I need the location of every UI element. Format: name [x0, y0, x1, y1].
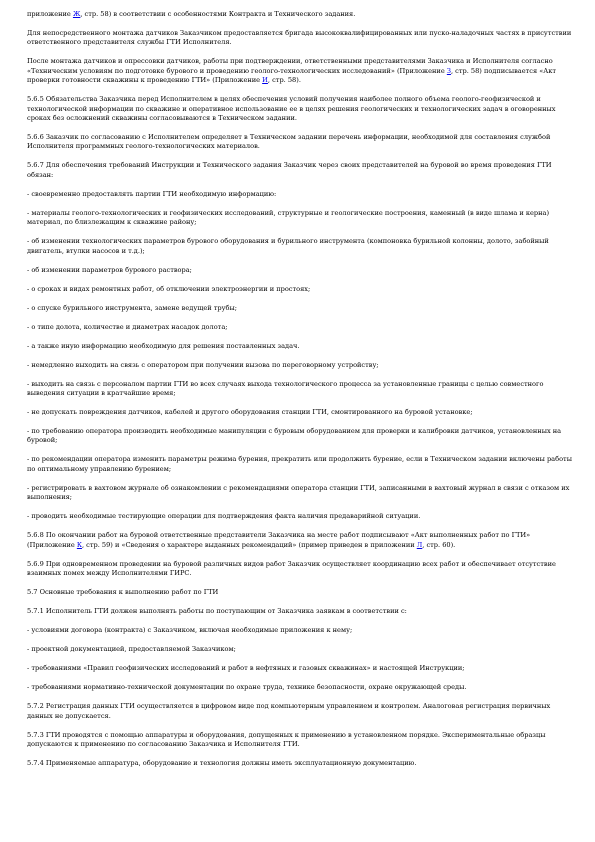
list-item: - о спуске бурильного инструмента, замене ведущей трубы; [27, 303, 237, 312]
list-item: - немедленно выходить на связь с оператором при получении вызова по переговорному устройству; [27, 360, 379, 369]
paragraph: Для непосредственного монтажа датчиков Заказчиком предоставляется бригада высококвалифицированных или пуско-наладочных частях в присутствии ответственного представителя службы ГТИ Исполнителя. [27, 29, 572, 47]
paragraph: 5.6.8 По окончании работ на буровой ответственные представители Заказчика на месте работ подписывают «Акт выполненных работ по ГТИ» (Приложение К, стр. 59) и «Сведения о характере выданных рекомендаций» (пример приведен в приложении Л, стр. 60). [27, 531, 531, 549]
list-item: - не допускать повреждения датчиков, кабелей и другого оборудования станции ГТИ, смонтированного на буровой установке; [27, 408, 473, 417]
paragraph: 5.6.7 Для обеспечения требований Инструкции и Технического задания Заказчик через своих представителей на буровой во время проведения ГТИ обязан: [27, 161, 552, 179]
list-item: - своевременно предоставлять партии ГТИ необходимую информацию: [27, 189, 277, 198]
list-item: - регистрировать в вахтовом журнале об ознакомлении с рекомендациями оператора станции ГТИ, записанными в вахтовый журнал в связи с отказом их выполнения; [27, 483, 570, 502]
paragraph: После монтажа датчиков и опрессовки датчиков, работы при подтверждении, ответственными представителями Заказчика и Исполнителя согласно «Техническим условиям по подготовке бурового и проведению геолого-технологических исследований» (Приложение З, стр. 58) подписывается «Акт проверки готовности скважины к проведению ГТИ» (Приложение И, стр. 58). [27, 57, 557, 85]
paragraph: приложение Ж, стр. 58) в соответствии с особенностями Контракта и Технического задания. [27, 10, 356, 18]
appendix-link[interactable]: К [76, 540, 82, 549]
list-item: - материалы геолого-технологических и геофизических исследований, структурные и геологические построения, каменный (в виде шлама и керна) материал, по близлежащим к скважине району; [27, 208, 550, 227]
appendix-link[interactable]: Л [416, 540, 423, 549]
appendix-link[interactable]: Ж [72, 10, 81, 18]
appendix-link[interactable]: З [446, 66, 451, 75]
list-item: - о типе долота, количестве и диаметрах насадок долота; [27, 322, 228, 331]
list-item: - а также иную информацию необходимую для решения поставленных задач. [27, 341, 300, 350]
list-item: - об изменении технологических параметров бурового оборудования и бурильного инструмента (компоновка бурильной колонны, долото, забойный двигатель, втулки насосов и т.д.); [27, 237, 549, 255]
list-item: - об изменении параметров бурового раствора; [27, 265, 192, 274]
list-item: - о сроках и видах ремонтных работ, об отключении электроэнергии и простоях; [27, 284, 311, 293]
list-item: - проводить необходимые тестирующие операции для подтверждения факта наличия предаварийной ситуации. [27, 512, 421, 521]
list-item: - по требованию оператора производить необходимые манипуляции с буровым оборудованием для проверки и калибровки датчиков, установленных на буровой; [27, 427, 562, 445]
paragraph: 5.6.9 При одновременном проведении на буровой различных видов работ Заказчик осуществляет координацию всех работ и обеспечивает отсутствие взаимных помех между Исполнителями ГИРС. [27, 559, 556, 578]
list-item: - требованиями «Правил геофизических исследований и работ в нефтяных и газовых скважинах» и настоящей Инструкции; [27, 664, 465, 673]
paragraph: 5.7.3 ГТИ проводятся с помощью аппаратуры и оборудования, допущенных к применению в установленном порядке. Экспериментальные образцы допускаются к применению по согласованию Заказчика и Исполнителя ГТИ. [27, 730, 546, 748]
paragraph: 5.7.2 Регистрация данных ГТИ осуществляется в цифровом виде под компьютерным управлением и контролем. Аналоговая регистрация первичных данных не допускается. [27, 702, 551, 720]
document-page [27, 10, 572, 778]
paragraph: 5.6.5 Обязательства Заказчика перед Исполнителем в целях обеспечения условий получения наиболее полного объема геолого-геофизической и технологической информации по скважине и оперативное использование ее в целях решения геологических и технологических задач в оговоренных сроках без осложнений скважины согласовываются в Техническом задании. [27, 95, 556, 123]
list-item: - по рекомендации оператора изменить параметры режима бурения, прекратить или продолжить бурение, если в Техническом задании включены работы по оптимальному управлению бурением; [27, 455, 572, 473]
paragraph: 5.7.4 Применяемые аппаратура, оборудование и технология должны иметь эксплуатационную документацию. [27, 758, 417, 767]
list-item: - требованиями нормативно-технической документации по охране труда, технике безопасности, охране окружающей среды. [27, 683, 467, 692]
list-item: - условиями договора (контракта) с Заказчиком, включая необходимые приложения к нему; [27, 626, 353, 635]
paragraph: 5.7.1 Исполнитель ГТИ должен выполнять работы по поступающим от Заказчика заявкам в соответствии с: [27, 607, 407, 616]
paragraph: 5.6.6 Заказчик по согласованию с Исполнителем определяет в Техническом задании перечень информации, необходимой для составления службой Исполнителя программных геолого-технологических материалов. [27, 133, 551, 151]
list-item: - проектной документацией, предоставляемой Заказчиком; [27, 645, 236, 654]
section-heading: 5.7 Основные требования к выполнению работ по ГТИ [27, 588, 219, 597]
list-item: - выходить на связь с персоналом партии ГТИ во всех случаях выхода технологического процесса за установленные границы с целью совместного выведения ситуации в кратчайшие время; [27, 379, 544, 398]
appendix-link[interactable]: И [262, 76, 268, 85]
